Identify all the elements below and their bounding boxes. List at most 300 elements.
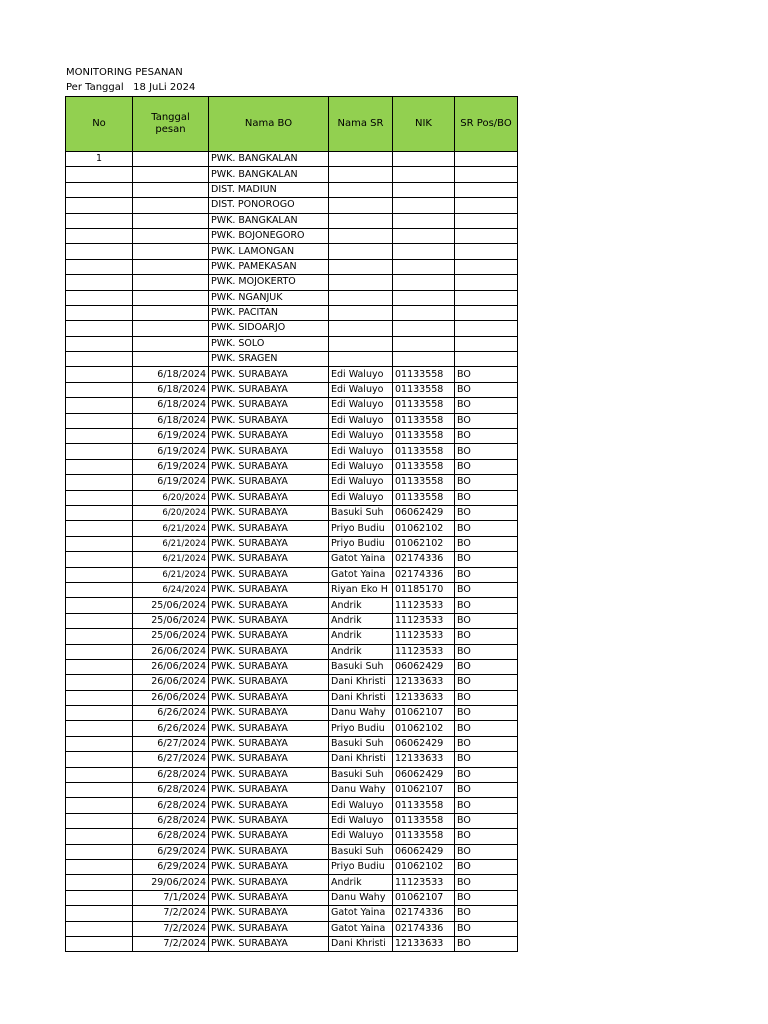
cell-order-date: 7/2/2024 [133, 906, 209, 921]
cell-sr-name: Edi Waluyo [329, 798, 393, 813]
cell-sr-pos: BO [455, 736, 518, 751]
cell-bo-name: PWK. BANGKALAN [209, 167, 329, 182]
cell-no [66, 659, 133, 674]
cell-nik: 11123533 [393, 629, 455, 644]
cell-sr-name: Danu Wahy [329, 783, 393, 798]
cell-sr-name [329, 336, 393, 351]
cell-bo-name: PWK. SIDOARJO [209, 321, 329, 336]
cell-no [66, 167, 133, 182]
cell-sr-pos [455, 259, 518, 274]
table-row [66, 767, 518, 782]
cell-no [66, 475, 133, 490]
table-row [66, 890, 518, 905]
cell-bo-name: PWK. SURABAYA [209, 413, 329, 428]
cell-sr-pos: BO [455, 598, 518, 613]
cell-bo-name: PWK. SURABAYA [209, 890, 329, 905]
cell-nik: 01062107 [393, 706, 455, 721]
cell-sr-name: Priyo Budiu [329, 521, 393, 536]
cell-sr-pos: BO [455, 398, 518, 413]
column-header-nik: NIK [393, 97, 455, 152]
cell-sr-name: Dani Khristi [329, 675, 393, 690]
cell-nik: 01062107 [393, 890, 455, 905]
cell-nik: 01133558 [393, 413, 455, 428]
cell-no [66, 382, 133, 397]
cell-order-date: 6/19/2024 [133, 475, 209, 490]
cell-nik: 06062429 [393, 736, 455, 751]
cell-bo-name: PWK. SURABAYA [209, 783, 329, 798]
table-row [66, 536, 518, 551]
table-row [66, 505, 518, 520]
cell-order-date: 25/06/2024 [133, 613, 209, 628]
table-row [66, 936, 518, 951]
cell-bo-name: DIST. MADIUN [209, 182, 329, 197]
table-row [66, 706, 518, 721]
cell-order-date: 6/26/2024 [133, 706, 209, 721]
cell-sr-name: Edi Waluyo [329, 367, 393, 382]
table-row [66, 829, 518, 844]
cell-sr-name: Andrik [329, 613, 393, 628]
cell-bo-name: PWK. SURABAYA [209, 736, 329, 751]
cell-nik: 12133633 [393, 690, 455, 705]
cell-sr-pos: BO [455, 475, 518, 490]
table-row [66, 552, 518, 567]
cell-sr-pos: BO [455, 844, 518, 859]
cell-order-date: 6/20/2024 [133, 490, 209, 505]
cell-nik: 11123533 [393, 613, 455, 628]
cell-nik: 12133633 [393, 675, 455, 690]
cell-order-date: 25/06/2024 [133, 629, 209, 644]
table-row [66, 336, 518, 351]
table-row [66, 398, 518, 413]
cell-sr-pos [455, 228, 518, 243]
table-row [66, 859, 518, 874]
table-row [66, 444, 518, 459]
column-header-no: No [66, 97, 133, 152]
cell-order-date: 6/29/2024 [133, 859, 209, 874]
table-row [66, 721, 518, 736]
cell-order-date [133, 182, 209, 197]
cell-nik [393, 352, 455, 367]
cell-sr-name: Andrik [329, 875, 393, 890]
cell-order-date [133, 244, 209, 259]
cell-order-date [133, 275, 209, 290]
cell-sr-pos: BO [455, 505, 518, 520]
cell-order-date [133, 198, 209, 213]
cell-no [66, 413, 133, 428]
cell-nik: 01133558 [393, 429, 455, 444]
cell-nik [393, 244, 455, 259]
cell-nik [393, 321, 455, 336]
cell-nik [393, 290, 455, 305]
cell-sr-pos [455, 167, 518, 182]
cell-order-date: 6/28/2024 [133, 829, 209, 844]
cell-nik: 01133558 [393, 798, 455, 813]
column-header-order-date: Tanggal pesan [133, 97, 209, 152]
cell-no [66, 629, 133, 644]
cell-order-date: 6/24/2024 [133, 582, 209, 597]
cell-nik [393, 167, 455, 182]
document-title: MONITORING PESANAN [66, 67, 183, 78]
cell-bo-name: PWK. SURABAYA [209, 582, 329, 597]
cell-bo-name: PWK. SURABAYA [209, 859, 329, 874]
table-row [66, 228, 518, 243]
cell-sr-name: Edi Waluyo [329, 813, 393, 828]
cell-order-date [133, 352, 209, 367]
cell-sr-name [329, 259, 393, 274]
table-row [66, 582, 518, 597]
cell-no [66, 859, 133, 874]
cell-nik: 01062102 [393, 521, 455, 536]
cell-sr-pos: BO [455, 367, 518, 382]
cell-sr-pos [455, 244, 518, 259]
cell-sr-pos [455, 275, 518, 290]
cell-sr-name: Dani Khristi [329, 752, 393, 767]
cell-bo-name: PWK. SURABAYA [209, 444, 329, 459]
cell-nik: 01133558 [393, 444, 455, 459]
cell-no [66, 505, 133, 520]
cell-sr-name: Edi Waluyo [329, 429, 393, 444]
cell-nik [393, 275, 455, 290]
cell-bo-name: PWK. SURABAYA [209, 767, 329, 782]
cell-sr-name: Edi Waluyo [329, 382, 393, 397]
cell-nik: 01133558 [393, 490, 455, 505]
cell-no [66, 706, 133, 721]
cell-sr-name: Gatot Yaina [329, 567, 393, 582]
cell-sr-pos: BO [455, 921, 518, 936]
cell-no [66, 813, 133, 828]
cell-nik: 01133558 [393, 829, 455, 844]
cell-order-date: 7/2/2024 [133, 921, 209, 936]
cell-order-date: 6/18/2024 [133, 398, 209, 413]
cell-bo-name: PWK. SURABAYA [209, 382, 329, 397]
cell-nik: 01062102 [393, 859, 455, 874]
cell-sr-name: Edi Waluyo [329, 444, 393, 459]
cell-bo-name: PWK. SURABAYA [209, 598, 329, 613]
table-row [66, 182, 518, 197]
cell-bo-name: PWK. NGANJUK [209, 290, 329, 305]
cell-no [66, 305, 133, 320]
cell-bo-name: PWK. SURABAYA [209, 490, 329, 505]
cell-bo-name: PWK. SURABAYA [209, 475, 329, 490]
cell-bo-name: PWK. SURABAYA [209, 429, 329, 444]
cell-no [66, 444, 133, 459]
cell-no [66, 675, 133, 690]
table-row [66, 629, 518, 644]
cell-bo-name: PWK. SURABAYA [209, 659, 329, 674]
cell-nik: 01133558 [393, 475, 455, 490]
cell-sr-name: Edi Waluyo [329, 413, 393, 428]
cell-no [66, 521, 133, 536]
table-row [66, 783, 518, 798]
cell-sr-pos: BO [455, 521, 518, 536]
cell-nik [393, 259, 455, 274]
cell-no [66, 582, 133, 597]
cell-bo-name: PWK. SURABAYA [209, 629, 329, 644]
cell-order-date: 6/26/2024 [133, 721, 209, 736]
table-row [66, 352, 518, 367]
cell-bo-name: PWK. SURABAYA [209, 906, 329, 921]
table-row [66, 844, 518, 859]
column-header-sr-pos: SR Pos/BO [455, 97, 518, 152]
cell-sr-pos: BO [455, 644, 518, 659]
cell-no [66, 936, 133, 951]
cell-bo-name: PWK. PAMEKASAN [209, 259, 329, 274]
cell-sr-name [329, 213, 393, 228]
cell-order-date: 6/21/2024 [133, 552, 209, 567]
cell-order-date: 6/21/2024 [133, 567, 209, 582]
cell-bo-name: PWK. SOLO [209, 336, 329, 351]
cell-no [66, 367, 133, 382]
cell-sr-pos: BO [455, 382, 518, 397]
cell-nik: 01062107 [393, 783, 455, 798]
cell-no [66, 336, 133, 351]
cell-sr-pos: BO [455, 582, 518, 597]
table-row [66, 459, 518, 474]
cell-bo-name: PWK. SURABAYA [209, 875, 329, 890]
cell-nik: 11123533 [393, 598, 455, 613]
cell-sr-name [329, 167, 393, 182]
cell-order-date [133, 213, 209, 228]
cell-sr-name: Andrik [329, 598, 393, 613]
cell-bo-name: PWK. PACITAN [209, 305, 329, 320]
cell-no [66, 844, 133, 859]
cell-order-date: 6/21/2024 [133, 536, 209, 551]
cell-bo-name: PWK. SURABAYA [209, 567, 329, 582]
cell-no [66, 198, 133, 213]
cell-sr-name: Edi Waluyo [329, 490, 393, 505]
table-row [66, 736, 518, 751]
cell-no [66, 829, 133, 844]
cell-no [66, 906, 133, 921]
cell-order-date: 6/19/2024 [133, 459, 209, 474]
table-row [66, 906, 518, 921]
cell-order-date [133, 152, 209, 167]
table-body [66, 152, 518, 952]
cell-sr-pos [455, 305, 518, 320]
cell-sr-pos: BO [455, 813, 518, 828]
cell-sr-name: Danu Wahy [329, 890, 393, 905]
cell-sr-pos: BO [455, 890, 518, 905]
cell-nik: 12133633 [393, 752, 455, 767]
cell-sr-name: Andrik [329, 629, 393, 644]
cell-sr-name: Basuki Suh [329, 767, 393, 782]
table-row [66, 921, 518, 936]
cell-order-date: 26/06/2024 [133, 644, 209, 659]
cell-order-date: 6/18/2024 [133, 413, 209, 428]
cell-order-date: 29/06/2024 [133, 875, 209, 890]
cell-sr-pos: BO [455, 429, 518, 444]
cell-nik [393, 182, 455, 197]
cell-no [66, 613, 133, 628]
cell-bo-name: PWK. SURABAYA [209, 367, 329, 382]
cell-order-date: 6/21/2024 [133, 521, 209, 536]
cell-nik: 06062429 [393, 844, 455, 859]
cell-sr-name: Dani Khristi [329, 936, 393, 951]
table-row [66, 613, 518, 628]
cell-order-date: 6/28/2024 [133, 813, 209, 828]
table-row [66, 798, 518, 813]
cell-sr-pos [455, 290, 518, 305]
table-row [66, 644, 518, 659]
cell-sr-name: Basuki Suh [329, 659, 393, 674]
cell-sr-name [329, 352, 393, 367]
cell-sr-pos: BO [455, 690, 518, 705]
cell-sr-pos: BO [455, 552, 518, 567]
table-row [66, 167, 518, 182]
cell-sr-name: Priyo Budiu [329, 721, 393, 736]
cell-bo-name: PWK. SURABAYA [209, 521, 329, 536]
table-row [66, 675, 518, 690]
table-row [66, 152, 518, 167]
cell-sr-pos: BO [455, 613, 518, 628]
cell-order-date [133, 290, 209, 305]
cell-sr-name: Riyan Eko H [329, 582, 393, 597]
cell-sr-pos: BO [455, 767, 518, 782]
cell-sr-name: Edi Waluyo [329, 829, 393, 844]
cell-bo-name: PWK. BOJONEGORO [209, 228, 329, 243]
cell-bo-name: PWK. SURABAYA [209, 690, 329, 705]
cell-bo-name: PWK. SURABAYA [209, 552, 329, 567]
cell-nik: 11123533 [393, 644, 455, 659]
cell-sr-pos [455, 352, 518, 367]
cell-nik: 01133558 [393, 382, 455, 397]
cell-sr-name: Edi Waluyo [329, 398, 393, 413]
cell-bo-name: PWK. LAMONGAN [209, 244, 329, 259]
cell-no [66, 244, 133, 259]
cell-sr-pos: BO [455, 536, 518, 551]
cell-no [66, 783, 133, 798]
cell-bo-name: PWK. SURABAYA [209, 844, 329, 859]
cell-sr-name: Gatot Yaina [329, 906, 393, 921]
cell-sr-name: Danu Wahy [329, 706, 393, 721]
cell-sr-pos [455, 213, 518, 228]
cell-sr-name [329, 244, 393, 259]
cell-sr-pos: BO [455, 675, 518, 690]
cell-nik: 01062102 [393, 536, 455, 551]
cell-nik: 06062429 [393, 505, 455, 520]
document-date-line: Per Tanggal 18 JuLi 2024 [66, 82, 196, 93]
table-row [66, 875, 518, 890]
cell-nik: 01133558 [393, 398, 455, 413]
cell-sr-pos: BO [455, 706, 518, 721]
cell-bo-name: PWK. SURABAYA [209, 644, 329, 659]
cell-sr-pos: BO [455, 459, 518, 474]
cell-no [66, 721, 133, 736]
cell-no [66, 352, 133, 367]
table-row [66, 244, 518, 259]
cell-nik [393, 336, 455, 351]
table-row [66, 321, 518, 336]
cell-no [66, 275, 133, 290]
column-header-sr-name: Nama SR [329, 97, 393, 152]
cell-nik [393, 213, 455, 228]
cell-sr-pos: BO [455, 629, 518, 644]
cell-sr-name: Basuki Suh [329, 505, 393, 520]
cell-bo-name: PWK. SURABAYA [209, 706, 329, 721]
cell-bo-name: PWK. SURABAYA [209, 829, 329, 844]
cell-no [66, 213, 133, 228]
cell-no [66, 921, 133, 936]
cell-sr-pos [455, 321, 518, 336]
cell-sr-name [329, 228, 393, 243]
cell-no [66, 429, 133, 444]
cell-no [66, 182, 133, 197]
table-row [66, 413, 518, 428]
cell-order-date: 6/28/2024 [133, 767, 209, 782]
cell-nik: 06062429 [393, 767, 455, 782]
cell-nik: 06062429 [393, 659, 455, 674]
cell-bo-name: PWK. SURABAYA [209, 536, 329, 551]
cell-no [66, 690, 133, 705]
cell-order-date: 6/28/2024 [133, 783, 209, 798]
cell-no [66, 736, 133, 751]
cell-bo-name: PWK. MOJOKERTO [209, 275, 329, 290]
cell-sr-pos: BO [455, 659, 518, 674]
cell-bo-name: PWK. SURABAYA [209, 675, 329, 690]
cell-order-date: 6/18/2024 [133, 367, 209, 382]
cell-bo-name: PWK. SURABAYA [209, 459, 329, 474]
cell-no [66, 890, 133, 905]
table-row [66, 259, 518, 274]
cell-sr-name: Dani Khristi [329, 690, 393, 705]
cell-sr-name [329, 305, 393, 320]
cell-no: 1 [66, 152, 133, 167]
cell-nik [393, 228, 455, 243]
table-row [66, 290, 518, 305]
cell-nik [393, 152, 455, 167]
cell-bo-name: PWK. SURABAYA [209, 505, 329, 520]
table-row [66, 598, 518, 613]
cell-sr-name: Priyo Budiu [329, 536, 393, 551]
cell-order-date: 6/29/2024 [133, 844, 209, 859]
cell-sr-pos [455, 198, 518, 213]
table-row [66, 490, 518, 505]
table-row [66, 752, 518, 767]
cell-no [66, 752, 133, 767]
cell-sr-name: Basuki Suh [329, 736, 393, 751]
cell-nik: 01185170 [393, 582, 455, 597]
cell-order-date [133, 259, 209, 274]
cell-order-date [133, 228, 209, 243]
cell-sr-name [329, 182, 393, 197]
cell-nik: 11123533 [393, 875, 455, 890]
table-header-row [66, 97, 518, 152]
cell-order-date: 6/28/2024 [133, 798, 209, 813]
cell-bo-name: PWK. SURABAYA [209, 813, 329, 828]
cell-no [66, 490, 133, 505]
table-row [66, 198, 518, 213]
cell-bo-name: DIST. PONOROGO [209, 198, 329, 213]
column-header-bo-name: Nama BO [209, 97, 329, 152]
cell-no [66, 567, 133, 582]
cell-nik: 01133558 [393, 367, 455, 382]
cell-nik: 02174336 [393, 552, 455, 567]
cell-sr-name: Edi Waluyo [329, 475, 393, 490]
cell-order-date: 26/06/2024 [133, 690, 209, 705]
cell-sr-name [329, 152, 393, 167]
cell-no [66, 767, 133, 782]
cell-order-date: 6/20/2024 [133, 505, 209, 520]
table-row [66, 305, 518, 320]
cell-sr-name: Basuki Suh [329, 844, 393, 859]
cell-order-date: 6/27/2024 [133, 752, 209, 767]
cell-order-date: 7/1/2024 [133, 890, 209, 905]
cell-no [66, 321, 133, 336]
cell-nik: 02174336 [393, 567, 455, 582]
cell-sr-pos [455, 182, 518, 197]
table-row [66, 475, 518, 490]
cell-sr-name: Gatot Yaina [329, 921, 393, 936]
